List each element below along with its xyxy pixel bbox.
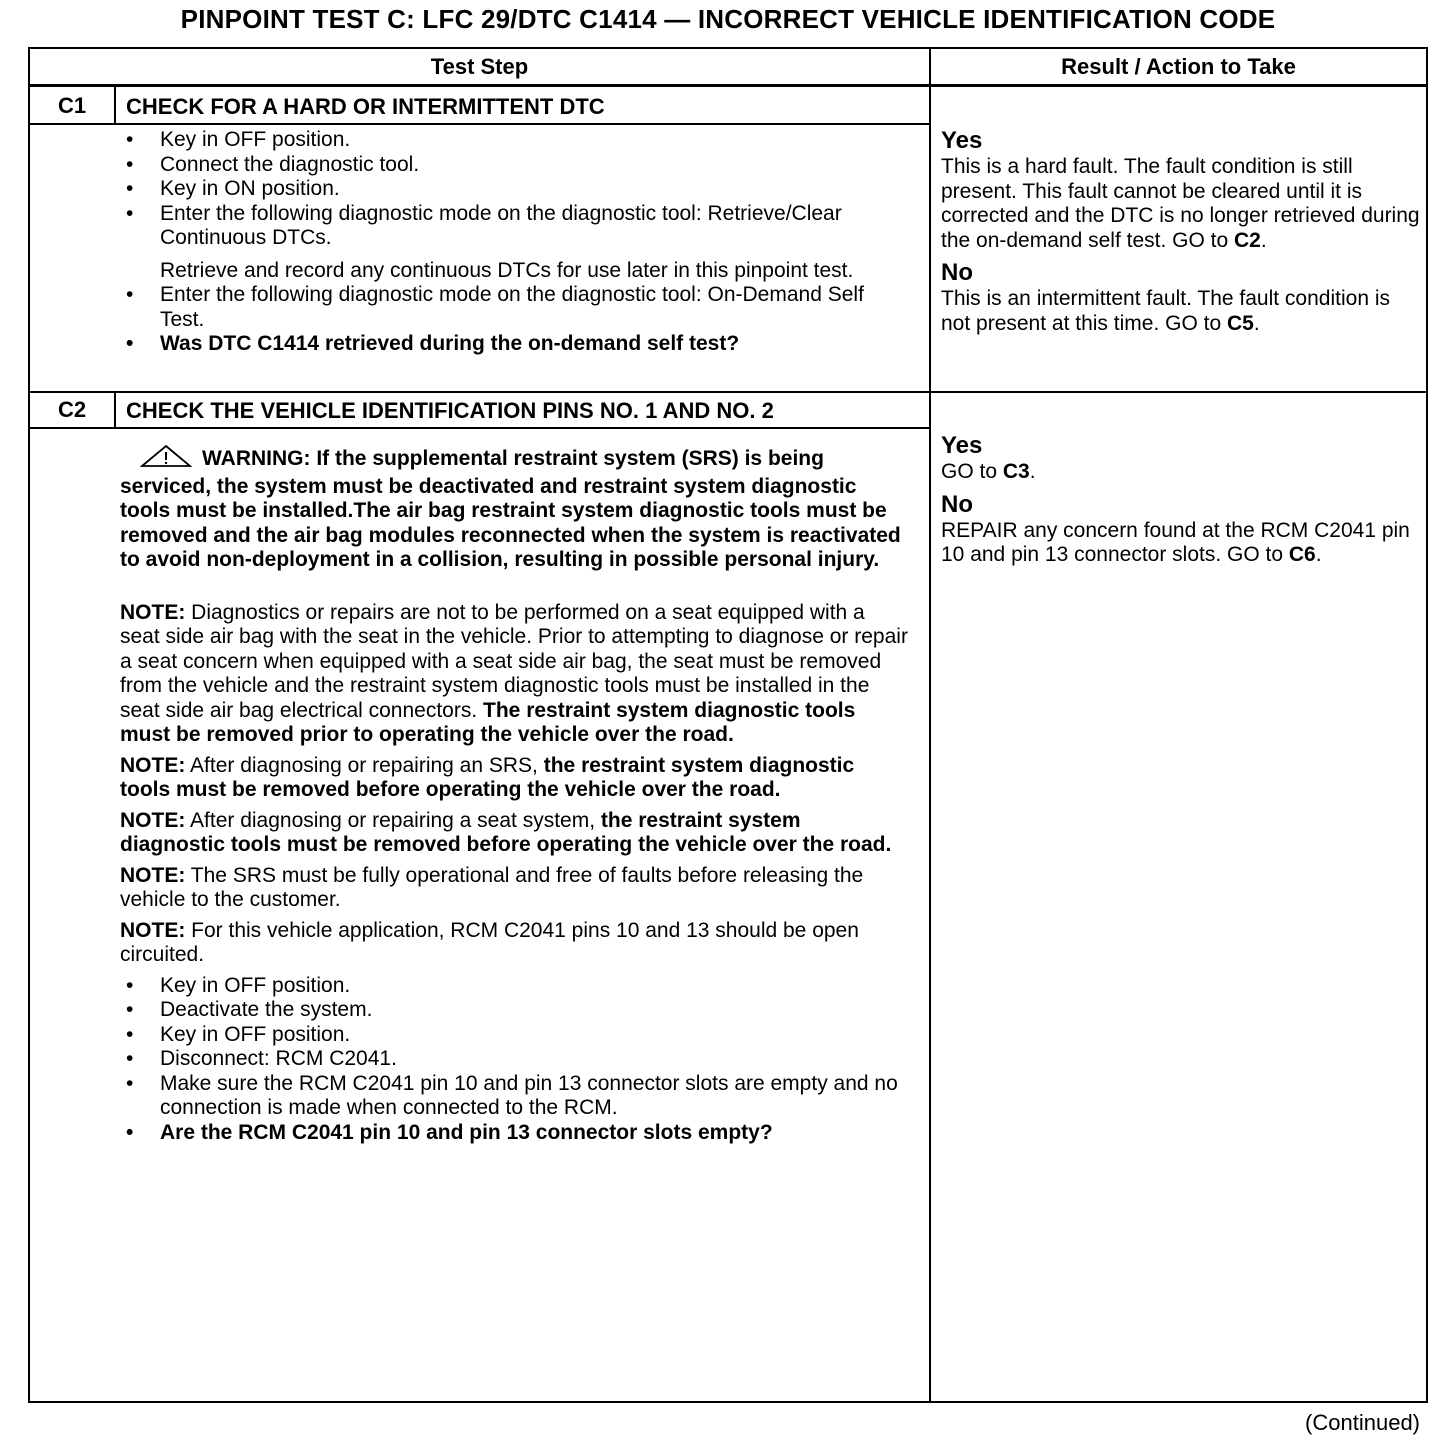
pinpoint-table — [28, 47, 1428, 1403]
table-header — [30, 49, 1426, 87]
c2-no-label: No — [941, 490, 973, 518]
c1-no-desc: This is an intermittent fault. The fault condition is not present at this time. GO to — [941, 287, 1390, 335]
c1-no-label: No — [941, 259, 973, 286]
note-4-text: The SRS must be fully operational and free of faults before releasing the vehicle to the customer. — [120, 863, 864, 911]
step-c1-bullet — [120, 202, 910, 284]
warning-triangle-icon — [130, 444, 192, 475]
step-c2-id: C2 — [57, 397, 87, 422]
header-result-action: Result / Action to Take — [1061, 54, 1296, 79]
step-c2-title-rule — [30, 427, 929, 429]
note-2-emphasis: the restraint system diagnostic tools must be removed before operating the vehicle over the road. — [120, 753, 855, 801]
c1-yes-goto: C2 — [1234, 228, 1261, 252]
note-1-text: Diagnostics or repairs are not to be performed on a seat equipped with a seat side air bag with the seat in the vehicle. Prior to attempting to diagnose or repair a seat concern when equipped with a seat side air bag, the seat must be removed from the vehicle and the restraint system diagnostic tools must be installed in the seat side air bag electrical connectors. — [120, 600, 908, 722]
step-c2-bullet: • Make sure the RCM C2041 pin 10 and pin 13 connector slots are empty and no connection is made when connected to the RCM. — [120, 1072, 910, 1121]
note-2-text: After diagnosing or repairing an SRS, — [190, 753, 538, 777]
c2-yes-goto: C3 — [1002, 460, 1030, 483]
step-c1-question: • Was DTC C1414 retrieved during the on-demand self test? — [120, 332, 910, 357]
step-c1-bullet: • Enter the following diagnostic mode on the diagnostic tool: On-Demand Self Test. — [120, 283, 910, 332]
step-c2-title: CHECK THE VEHICLE IDENTIFICATION PINS NO. 1 AND NO. 2 — [126, 398, 774, 423]
step-c1-bullet: • Connect the diagnostic tool. — [120, 153, 910, 178]
note-4 — [120, 864, 910, 913]
c1-yes-label: Yes — [941, 127, 983, 154]
step-c2-results — [941, 432, 1423, 568]
note-5 — [120, 919, 910, 968]
note-3 — [120, 809, 910, 858]
step-c2-bullet: • Key in OFF position. — [120, 974, 910, 999]
c1-yes-text: This is a hard fault. The fault condition is still present. This fault cannot be cleared until it is corrected and the DTC is no longer retrieved during the on-demand self test. GO to C2. — [941, 155, 1420, 252]
column-divider — [929, 87, 931, 1403]
step-c1-bullet-text: Enter the following diagnostic mode on the diagnostic tool: Retrieve/Clear Continuous DTCs. — [160, 201, 842, 249]
note-label: NOTE: — [120, 918, 186, 942]
step-c1-results — [941, 127, 1423, 336]
step-c2-id-divider — [114, 391, 116, 427]
note-1 — [120, 601, 910, 748]
c2-yes-label: Yes — [941, 432, 983, 459]
step-c1-title: CHECK FOR A HARD OR INTERMITTENT DTC — [126, 94, 605, 119]
step-c2-question: • Are the RCM C2041 pin 10 and pin 13 connector slots empty? — [120, 1121, 910, 1146]
c1-no-goto: C5 — [1226, 311, 1254, 335]
step-c1-body — [120, 128, 910, 357]
step-c2-bullet: • Disconnect: RCM C2041. — [120, 1047, 910, 1072]
note-label: NOTE: — [120, 600, 186, 624]
c2-yes-text: GO to C3. — [941, 460, 1036, 483]
c2-no-desc: REPAIR any concern found at the RCM C2041 pin 10 and pin 13 connector slots. GO to — [941, 518, 1410, 566]
c1-no-text: This is an intermittent fault. The fault condition is not present at this time. GO to C5. — [941, 287, 1390, 335]
c1-yes-desc: This is a hard fault. The fault condition is still present. This fault cannot be cleared until it is corrected and the DTC is no longer retrieved during the on-demand self test. GO to — [941, 155, 1420, 252]
row-separator — [30, 391, 1426, 393]
step-c1-bullet: • Key in ON position. — [120, 177, 910, 202]
c2-yes-desc: GO to — [941, 460, 998, 483]
c2-no-goto: C6 — [1288, 543, 1316, 566]
note-5-text: For this vehicle application, RCM C2041 pins 10 and 13 should be open circuited. — [120, 918, 859, 966]
page-title: PINPOINT TEST C: LFC 29/DTC C1414 — INCORRECT VEHICLE IDENTIFICATION CODE — [180, 4, 1276, 34]
step-c1-id: C1 — [57, 93, 87, 118]
note-label: NOTE: — [120, 863, 186, 887]
step-c1-bullet-note: Retrieve and record any continuous DTCs for use later in this pinpoint test. — [160, 258, 854, 282]
note-label: NOTE: — [120, 808, 186, 832]
step-c2-bullet: • Key in OFF position. — [120, 1023, 910, 1048]
continued-label: (Continued) — [1305, 1410, 1420, 1435]
note-label: NOTE: — [120, 753, 186, 777]
step-c1-bullet: • Key in OFF position. — [120, 128, 910, 153]
note-3-emphasis: the restraint system diagnostic tools must be removed before operating the vehicle over the road. — [120, 808, 892, 856]
note-1-emphasis: The restraint system diagnostic tools must be removed prior to operating the vehicle over the road. — [120, 698, 856, 746]
step-c1-id-divider — [114, 87, 116, 123]
warning-text: WARNING: If the supplemental restraint system (SRS) is being serviced, the system must be deactivated and restraint system diagnostic tools must be installed.The air bag restraint system diagnostic tools must be removed and the air bag modules reconnected when the system is reactivated to avoid non-deployment in a collision, resulting in possible personal injury. — [120, 447, 901, 571]
step-c2-body — [120, 444, 910, 1145]
note-2 — [120, 754, 910, 803]
step-c1-title-rule — [30, 123, 929, 125]
header-test-step: Test Step — [30, 49, 931, 84]
note-3-text: After diagnosing or repairing a seat system, — [190, 808, 596, 832]
c2-no-text: REPAIR any concern found at the RCM C2041 pin 10 and pin 13 connector slots. GO to C6. — [941, 518, 1410, 566]
step-c2-bullet: • Deactivate the system. — [120, 998, 910, 1023]
warning-block — [120, 444, 910, 573]
